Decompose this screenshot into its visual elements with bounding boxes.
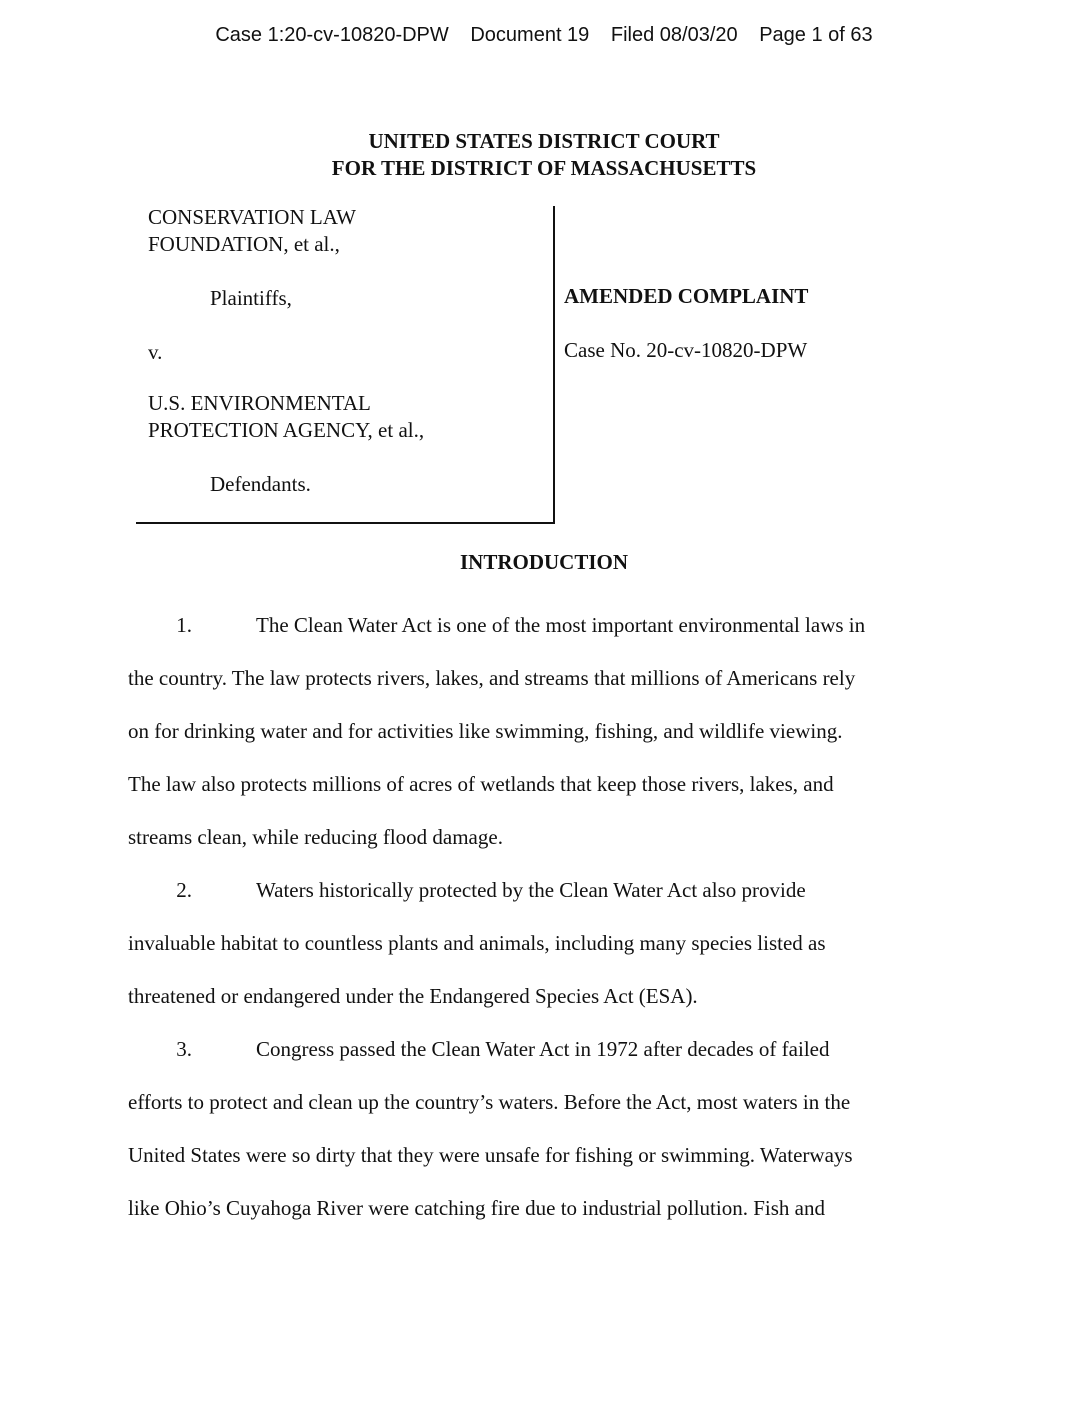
case-number-header: Case 1:20-cv-10820-DPW <box>215 24 449 46</box>
document-body <box>128 599 948 1235</box>
paragraph-line: like Ohio’s Cuyahoga River were catching fire due to industrial pollution. Fish and <box>128 1196 825 1220</box>
paragraph-1 <box>128 599 948 864</box>
paragraph-2 <box>128 864 948 1023</box>
defendant-name-line-1: U.S. ENVIRONMENTAL <box>148 391 371 415</box>
section-heading: INTRODUCTION <box>459 550 629 574</box>
plaintiffs-label: Plaintiffs, <box>210 286 292 310</box>
paragraph-line: United States were so dirty that they were unsafe for fishing or swimming. Waterways <box>128 1143 853 1167</box>
court-name <box>0 128 1088 182</box>
caption-divider-horizontal <box>136 522 555 524</box>
filing-header <box>0 24 1088 47</box>
paragraph-line: efforts to protect and clean up the country’s waters. Before the Act, most waters in the <box>128 1090 851 1114</box>
court-line-1: UNITED STATES DISTRICT COURT <box>368 129 720 153</box>
paragraph-number: 3. <box>176 1037 192 1061</box>
case-caption-parties <box>148 204 424 498</box>
defendant-name-line-2: PROTECTION AGENCY, et al., <box>148 418 425 442</box>
paragraph-line: Waters historically protected by the Clean Water Act also provide <box>256 878 806 902</box>
defendants-label: Defendants. <box>210 472 311 496</box>
caption-divider-vertical <box>553 206 555 524</box>
paragraph-3 <box>128 1023 948 1235</box>
document-number: Document 19 <box>470 24 590 46</box>
filed-date: Filed 08/03/20 <box>610 24 738 46</box>
paragraph-line: invaluable habitat to countless plants and animals, including many species listed as <box>128 931 826 955</box>
plaintiff-name-line-1: CONSERVATION LAW <box>148 205 357 229</box>
paragraph-line: The law also protects millions of acres of wetlands that keep those rivers, lakes, and <box>128 772 834 796</box>
paragraph-line: The Clean Water Act is one of the most important environmental laws in <box>256 613 866 637</box>
page-indicator: Page 1 of 63 <box>759 24 873 46</box>
case-number: Case No. 20-cv-10820-DPW <box>564 338 808 362</box>
versus-label: v. <box>148 340 163 364</box>
plaintiff-name-line-2: FOUNDATION, et al., <box>148 232 340 256</box>
paragraph-line: the country. The law protects rivers, lakes, and streams that millions of Americans rely <box>128 666 856 690</box>
paragraph-line: threatened or endangered under the Endangered Species Act (ESA). <box>128 984 698 1008</box>
paragraph-number: 2. <box>176 878 192 902</box>
paragraph-line: Congress passed the Clean Water Act in 1972 after decades of failed <box>256 1037 830 1061</box>
document-title: AMENDED COMPLAINT <box>564 284 809 308</box>
paragraph-number: 1. <box>176 613 192 637</box>
paragraph-line: streams clean, while reducing flood damage. <box>128 825 503 849</box>
paragraph-line: on for drinking water and for activities like swimming, fishing, and wildlife viewing. <box>128 719 843 743</box>
court-line-2: FOR THE DISTRICT OF MASSACHUSETTS <box>331 156 757 180</box>
